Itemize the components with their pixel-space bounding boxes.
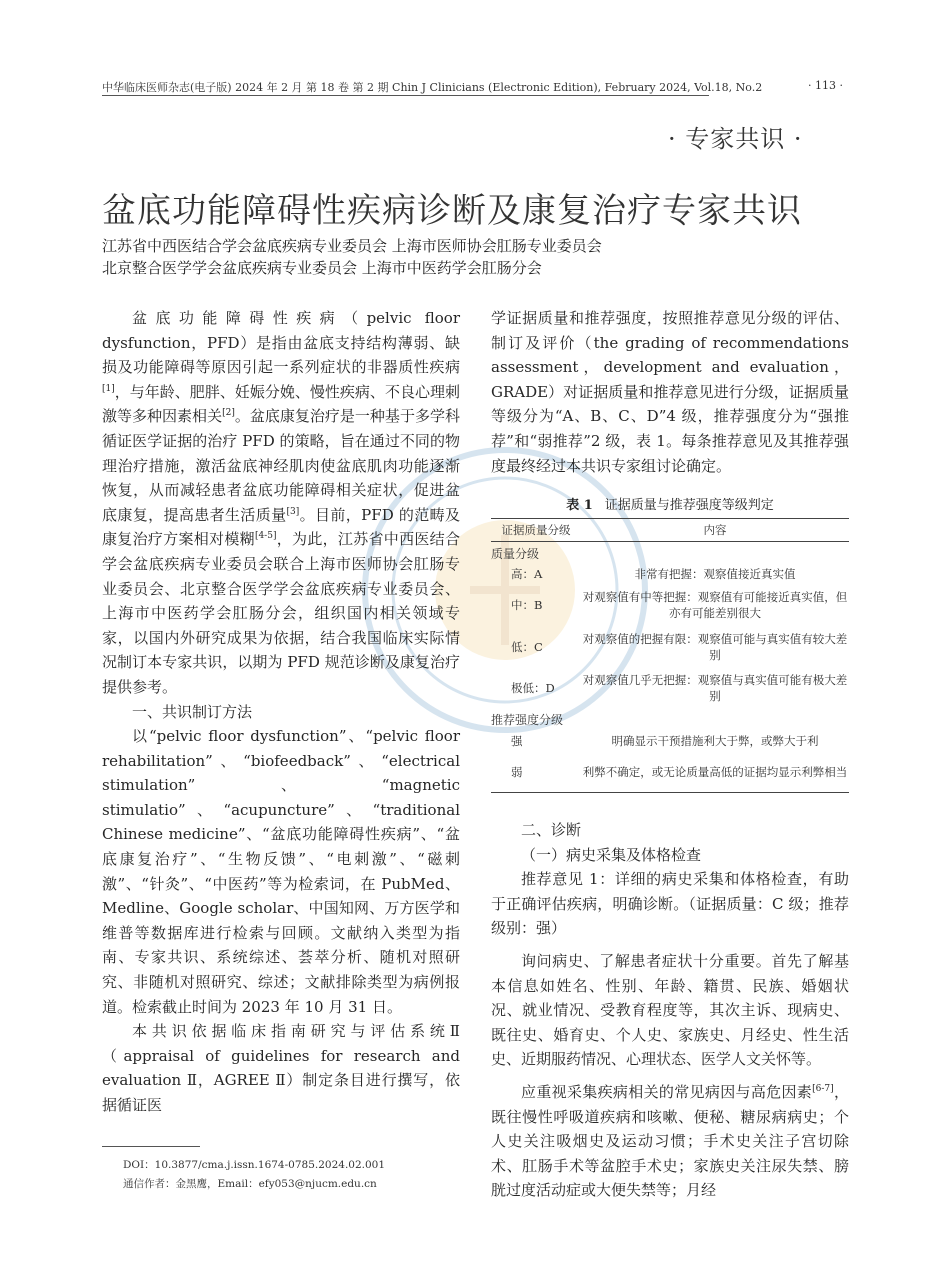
table-header-content: 内容 — [703, 523, 727, 537]
citation-ref[interactable]: [2] — [222, 408, 235, 419]
table-header-grade: 证据质量分级 — [501, 523, 571, 537]
table-cell-level: 极低：D — [511, 681, 555, 695]
table-row — [491, 564, 849, 584]
table-row — [491, 730, 849, 752]
table-row — [491, 584, 849, 626]
table-header-row — [491, 519, 849, 542]
table-cell-content: 利弊不确定，或无论质量高低的证据均显示利弊相当 — [582, 765, 848, 779]
authors-line-1: 江苏省中西医结合学会盆底疾病专业委员会 上海市医师协会肛肠专业委员会 — [102, 237, 602, 255]
table-cell-content: 明确显示干预措施利大于弊，或弊大于利 — [611, 734, 819, 748]
table-cell-content: 对观察值几乎无把握：观察值与真实值可能有极大差别 — [582, 673, 848, 703]
table-cell-level: 高：A — [511, 567, 543, 581]
table-label: 表 1 — [566, 498, 593, 513]
table-row — [491, 668, 849, 708]
table-cell-content: 非常有把握：观察值接近真实值 — [634, 567, 796, 581]
methods-paragraph: 以“pelvic floor dysfunction”、“pelvic floor rehabilitation”、“biofeedback”、“electrical stimulation”、“magnetic stimulatio”、“acupuncture”、“traditional Chinese medicine”、“盆底功能障碍性疾病”、“盆底康复治疗”、“生物反馈”、“电刺激”、“磁刺激”、“针灸”、“中医药”等为检索词，在 PubMed、Medline、Google scholar、中国知网、万方医学和维普等数据库进行检索与回顾。文献纳入类型为指南、专家共识、系统综述、荟萃分析、随机对照研究、非随机对照研究、综述；文献排除类型为病例报道。检索截止时间为 2023 年 10 月 31 日。 — [102, 727, 460, 1016]
footnote-rule — [102, 1146, 200, 1147]
citation-ref[interactable]: [4-5] — [254, 531, 277, 542]
table-row — [491, 626, 849, 668]
table-cell-content: 对观察值有中等把握：观察值有可能接近真实值，但亦有可能差别很大 — [582, 590, 848, 620]
section-label: · 专家共识 · — [668, 125, 803, 153]
grade-paragraph: 学证据质量和推荐强度，按照推荐意见分级的评估、制订及评价（the grading of recommendations assessment，development and evaluation，GRADE）对证据质量和推荐意见进行分级，证据质量等级分为“A、B、C、D”4 级，推荐强度分为“强推荐”和“弱推荐”2 级，表 1。每条推荐意见及其推荐强度最终经过本共识专家组讨论确定。 — [491, 309, 849, 475]
table-row — [491, 752, 849, 792]
right-column-lower — [491, 818, 849, 1203]
citation-ref[interactable]: [6-7] — [812, 1083, 834, 1094]
table-caption — [491, 494, 849, 513]
left-column — [102, 306, 460, 1118]
right-column — [491, 306, 849, 478]
article-title: 盆底功能障碍性疾病诊断及康复治疗专家共识 — [102, 191, 802, 231]
citation-ref[interactable]: [3] — [286, 506, 300, 517]
page-number: · 113 · — [808, 79, 843, 92]
intro-paragraph: 盆底功能障碍性疾病（pelvic floor dysfunction，PFD）是指由盆底支持结构薄弱、缺损及功能障碍等原因引起一系列症状的非器质性疾病[1]，与年龄、肥胖、妊娠分娩、慢性疾病、不良心理刺激等多种因素相关[2]。盆底康复治疗是一种基于多学科循证医学证据的治疗 PFD 的策略，旨在通过不同的物理治疗措施，激活盆底神经肌肉使盆底肌肉功能逐渐恢复，从而减轻患者盆底功能障碍相关症状，促进盆底康复，提高患者生活质量[3]。目前，PFD 的范畴及康复治疗方案相对模糊[4-5]，为此，江苏省中西医结合学会盆底疾病专业委员会联合上海市医师协会肛肠专业委员会、北京整合医学学会盆底疾病专业委员会、上海市中医药学会肛肠分会，组织国内相关领域专家，以国内外研究成果为依据，结合我国临床实际情况制订本专家共识，以期为 PFD 规范诊断及康复治疗提供参考。 — [102, 309, 460, 696]
table-group-quality: 质量分级 — [491, 546, 540, 561]
history-paragraph: 询问病史、了解患者症状十分重要。首先了解基本信息如姓名、性别、年龄、籍贯、民族、婚姻状况、就业情况、受教育程度等，其次主诉、现病史、既往史、婚育史、个人史、家族史、月经史、性生活史、近期服药情况、心理状态、医学人文关怀等。 — [491, 951, 849, 1069]
correspondence-footnote: 通信作者：金黑鹰，Email：efy053@njucm.edu.cn — [123, 1178, 377, 1190]
evidence-table — [491, 518, 849, 793]
table-cell-level: 弱 — [511, 765, 523, 779]
agree-paragraph: 本共识依据临床指南研究与评估系统Ⅱ（appraisal of guidelines for research and evaluation Ⅱ，AGREE Ⅱ）制定条目进行撰写，依据循证医 — [102, 1022, 460, 1114]
table-cell-content: 对观察值的把握有限：观察值可能与真实值有较大差别 — [582, 632, 848, 662]
table-group-strength: 推荐强度分级 — [491, 712, 564, 727]
table-cell-level: 低：C — [511, 640, 543, 654]
doi-footnote[interactable]: DOI：10.3877/cma.j.issn.1674-0785.2024.02.001 — [123, 1159, 386, 1171]
table-cell-level: 强 — [511, 734, 523, 748]
section-heading-methods: 一、共识制订方法 — [132, 702, 253, 721]
table-caption-text: 证据质量与推荐强度等级判定 — [604, 498, 774, 513]
citation-ref[interactable]: [1] — [102, 383, 115, 394]
header-rule — [102, 95, 709, 96]
table-cell-level: 中：B — [511, 598, 543, 612]
section-heading-diagnosis: 二、诊断 — [521, 821, 582, 839]
table-bottom-rule — [491, 792, 849, 793]
risk-factor-paragraph: 应重视采集疾病相关的常见病因与高危因素[6-7]，既往慢性呼吸道疾病和咳嗽、便秘、糖尿病病史；个人史关注吸烟史及运动习惯；手术史关注子宫切除术、肛肠手术等盆腔手术史；家族史关注尿失禁、膀胱过度活动症或大便失禁等；月经 — [491, 1082, 849, 1200]
subsection-heading-history: （一）病史采集及体格检查 — [521, 845, 702, 864]
journal-header: 中华临床医师杂志(电子版) 2024 年 2 月 第 18 卷 第 2 期 Chin J Clinicians (Electronic Edition), February 2024, Vol.18, No.2 — [102, 81, 763, 94]
recommendation-1: 推荐意见 1：详细的病史采集和体格检查，有助于正确评估疾病，明确诊断。（证据质量：C 级；推荐级别：强） — [491, 870, 849, 938]
authors-line-2: 北京整合医学学会盆底疾病专业委员会 上海市中医药学会肛肠分会 — [102, 259, 542, 277]
